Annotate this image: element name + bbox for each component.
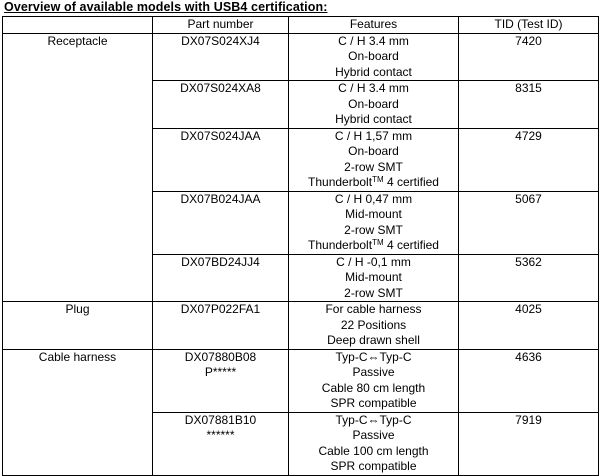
features-cell [289,302,459,350]
part-number-cell [153,349,289,412]
part-number-line: DX07BD24JJ4 [181,254,260,269]
feature-line: C / H -0,1 mm [336,254,411,269]
feature-line: SPR compatible [330,396,417,410]
feature-line: On-board [348,49,399,63]
tid-cell: 4025 [459,302,599,350]
feature-line: C / H 0,47 mm [334,191,413,206]
features-cell [289,349,459,412]
part-number-cell [153,412,289,475]
feature-line: Typ-C⇔Typ-C [335,412,412,427]
category-cell: Cable harness [3,349,153,475]
part-number-line: DX07P022FA1 [180,302,261,316]
part-number-line: ****** [206,428,235,442]
feature-line: Hybrid contact [335,112,412,126]
header-category [3,17,153,34]
feature-line: Thunderbolt™ 4 certified [308,175,439,189]
feature-line: For cable harness [325,302,422,316]
part-number-cell [153,128,289,191]
table-row [3,302,599,350]
part-number-line: DX07S024XA8 [180,81,261,95]
feature-line: Mid-mount [345,207,402,221]
features-cell [289,191,459,254]
feature-line: Cable 80 cm length [321,380,426,395]
part-number-cell [153,254,289,302]
feature-line: Deep drawn shell [327,333,420,347]
feature-line: C / H 3.4 mm [338,81,409,95]
feature-line: Passive [352,365,395,379]
tid-cell: 5067 [459,191,599,254]
feature-line: Cable 100 cm length [318,443,429,458]
part-number-line: DX07881B10 [184,412,257,427]
table-row [3,349,599,412]
features-cell [289,81,459,129]
feature-line: C / H 3.4 mm [338,33,409,48]
header-part-number: Part number [153,17,289,34]
feature-line: Mid-mount [345,270,402,284]
page-title: Overview of available models with USB4 certification: [4,0,328,14]
feature-line: Typ-C⇔Typ-C [335,349,412,364]
feature-line: Passive [352,428,395,442]
tid-cell: 4729 [459,128,599,191]
feature-line: Thunderbolt™ 4 certified [308,238,439,252]
feature-line: 22 Positions [340,317,407,332]
feature-line: 2-row SMT [344,222,403,237]
feature-line: On-board [348,96,399,111]
feature-line: 2-row SMT [344,159,403,174]
header-features: Features [289,17,459,34]
part-number-line: DX07880B08 [184,349,257,364]
tid-cell: 4636 [459,349,599,412]
part-number-cell [153,81,289,129]
table-row [3,33,599,81]
features-cell [289,254,459,302]
header-tid: TID (Test ID) [459,17,599,34]
feature-line: Hybrid contact [335,64,412,79]
part-number-line: DX07S024JAA [180,128,261,143]
part-number-cell [153,302,289,350]
features-cell [289,128,459,191]
feature-line: On-board [348,144,399,158]
tid-cell: 7420 [459,33,599,81]
table-body [3,33,599,475]
features-cell [289,412,459,475]
feature-line: C / H 1,57 mm [334,128,413,143]
category-cell: Plug [3,302,153,350]
part-number-line: DX07S024XJ4 [181,33,260,48]
part-number-cell [153,33,289,81]
category-cell: Receptacle [3,33,153,302]
tid-cell: 7919 [459,412,599,475]
part-number-line: DX07B024JAA [180,191,261,206]
features-cell [289,33,459,81]
feature-line: 2-row SMT [344,285,403,300]
usb4-models-table [2,16,599,476]
table-header-row [3,17,599,34]
part-number-cell [153,191,289,254]
feature-line: SPR compatible [330,459,417,473]
part-number-line: P***** [204,365,237,379]
tid-cell: 5362 [459,254,599,302]
tid-cell: 8315 [459,81,599,129]
